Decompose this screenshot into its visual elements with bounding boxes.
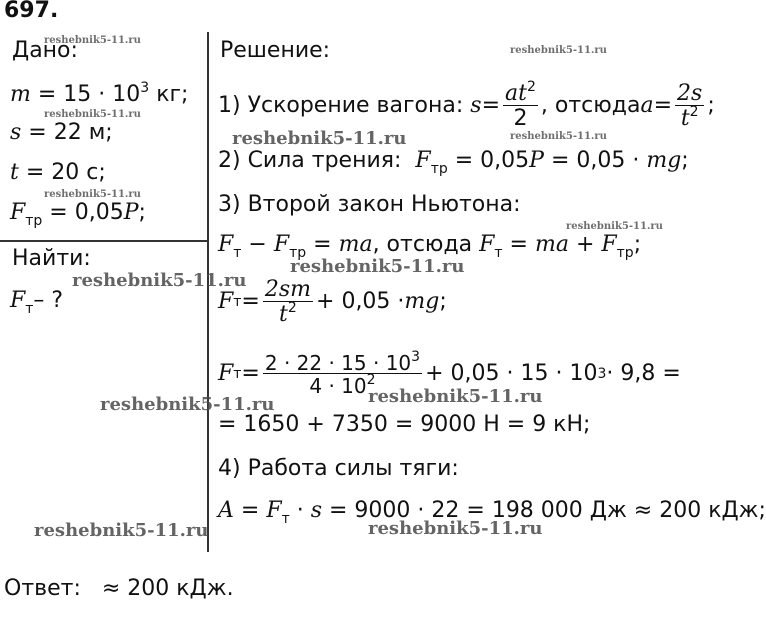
step1-num: at: [505, 80, 527, 106]
answer-label: Ответ:: [4, 576, 81, 601]
watermark: reshebnik5-11.ru: [44, 35, 141, 46]
step2-f: F: [415, 148, 431, 173]
eq3-rest2: · 9,8 =: [606, 361, 681, 386]
eq1-eq2: =: [502, 232, 535, 257]
step1: [218, 78, 715, 134]
step2-p: P: [529, 148, 544, 173]
friction-p: P: [123, 200, 139, 225]
step1-den2-t: t: [680, 105, 690, 131]
given-friction: [10, 200, 146, 229]
watermark: reshebnik5-11.ru: [566, 221, 663, 232]
eq1-plus: +: [568, 232, 602, 257]
step1-den: 2: [503, 105, 538, 130]
distance-value: = 22 м;: [28, 120, 113, 145]
watermark: reshebnik5-11.ru: [290, 256, 465, 277]
given-time: [10, 162, 106, 184]
step1-num-exp: 2: [526, 78, 536, 95]
step1-den2-exp: 2: [689, 103, 699, 120]
eq5-sub: т: [281, 511, 290, 527]
eq1-end: ;: [633, 232, 642, 257]
mass-unit: кг;: [149, 82, 189, 107]
eq5-rest: = 9000 · 22 = 198 000 Дж ≈ 200 кДж;: [322, 498, 766, 523]
friction-subscript: тр: [25, 213, 43, 229]
step2-mg: mg: [646, 148, 682, 173]
eq3-num: 2 · 22 · 15 · 10: [264, 350, 412, 375]
mass-symbol: m: [10, 82, 31, 107]
eq1-sub2: тр: [289, 245, 307, 261]
eq5-s: s: [310, 498, 323, 523]
step3-label: 3) Второй закон Ньютона:: [218, 192, 521, 217]
watermark: reshebnik5-11.ru: [34, 520, 209, 541]
equation-newton: [218, 232, 642, 261]
vertical-divider: [207, 32, 209, 552]
eq3-eq: =: [241, 361, 260, 386]
step1-s: s: [470, 93, 482, 118]
time-symbol: t: [10, 160, 19, 185]
step2-eq2: = 0,05 ·: [543, 148, 647, 173]
horizontal-divider: [0, 240, 208, 242]
eq1-mid: , отсюда: [372, 232, 480, 257]
step1-end: ;: [707, 93, 715, 118]
mass-value: = 15 · 10: [37, 82, 141, 107]
problem-number-value: 697: [4, 0, 50, 23]
step1-eq2: =: [653, 93, 673, 118]
eq1-f2: F: [273, 232, 290, 257]
step1-eq: =: [481, 93, 501, 118]
friction-end: ;: [138, 200, 146, 225]
find-title: Найти:: [12, 246, 91, 271]
watermark: reshebnik5-11.ru: [368, 386, 543, 407]
given-distance: [10, 122, 113, 144]
watermark: reshebnik5-11.ru: [44, 109, 141, 120]
step1-a: a: [640, 93, 654, 118]
friction-symbol: F: [10, 200, 26, 225]
step2-end: ;: [681, 148, 689, 173]
watermark: reshebnik5-11.ru: [510, 131, 607, 142]
eq1-sub4: тр: [616, 245, 634, 261]
eq2-eq: =: [241, 289, 260, 314]
step2-label: 2) Сила трения:: [218, 148, 402, 173]
eq2-den-exp: 2: [287, 299, 297, 316]
answer: [4, 578, 234, 600]
watermark: reshebnik5-11.ru: [368, 518, 543, 539]
step2-eq: = 0,05: [447, 148, 530, 173]
step1-label: 1) Ускорение вагона:: [218, 93, 464, 118]
equation-force-symbolic: F т = $\frac{2sm}{t^2}$ + 0,05 · mg ;: [218, 276, 447, 327]
eq1-sub: т: [233, 245, 242, 261]
eq2-den-t: t: [279, 301, 288, 327]
watermark: reshebnik5-11.ru: [510, 45, 607, 56]
step4-label: 4) Работа силы тяги:: [218, 456, 459, 481]
distance-symbol: s: [10, 120, 22, 145]
eq2-rest: + 0,05 ·: [316, 289, 405, 314]
step1-num2: 2s: [677, 80, 703, 106]
eq3-rest: + 0,05 · 15 · 10: [425, 361, 598, 386]
step2: [218, 148, 689, 177]
answer-value: ≈ 200 кДж.: [101, 576, 234, 601]
eq3-den-exp: 2: [366, 371, 376, 388]
eq1-eq: =: [306, 232, 339, 257]
mass-exponent: 3: [140, 80, 150, 96]
step1-fraction2: [675, 80, 704, 131]
solution-title: Решение:: [220, 38, 331, 63]
eq5-f: F: [266, 498, 282, 523]
watermark: reshebnik5-11.ru: [72, 270, 247, 291]
eq1-sub3: т: [494, 245, 503, 261]
eq2-fraction: [263, 276, 313, 327]
eq1-minus: −: [241, 232, 274, 257]
eq1-f: F: [218, 232, 234, 257]
watermark: reshebnik5-11.ru: [232, 128, 407, 149]
watermark: reshebnik5-11.ru: [44, 189, 141, 200]
step2-sub: тр: [430, 161, 448, 177]
find-f-subscript: т: [25, 301, 34, 317]
eq1-ma: ma: [338, 232, 373, 257]
step1-fraction: [503, 78, 538, 131]
friction-value: = 0,05: [42, 200, 124, 225]
eq3-f: F: [218, 361, 234, 386]
watermark: reshebnik5-11.ru: [100, 394, 275, 415]
find-target: [10, 288, 64, 317]
eq2-end: ;: [439, 289, 447, 314]
given-mass: [10, 80, 189, 107]
eq1-f3: F: [479, 232, 495, 257]
equation-force-numeric: F т = $\frac{2 \cdot 22 \cdot 15 \cdot 10^3}{4 \cdot 10^2}$ + 0,05 · 15 · 10 3 · 9,8 =: [218, 348, 681, 398]
find-question: – ?: [33, 288, 64, 313]
given-title: Дано:: [12, 38, 78, 63]
eq3-num-exp: 3: [411, 348, 421, 365]
find-f-symbol: F: [10, 288, 26, 313]
eq1-f4: F: [601, 232, 617, 257]
eq5-dot: ·: [289, 498, 311, 523]
eq1-ma2: ma: [534, 232, 569, 257]
eq2-f: F: [218, 289, 234, 314]
eq3-den: 4 · 10: [309, 373, 367, 398]
time-value: = 20 с;: [25, 160, 106, 185]
eq2-mg: mg: [404, 289, 440, 314]
eq2-num: 2sm: [264, 276, 312, 302]
eq5-eq: =: [233, 498, 267, 523]
problem-number: [4, 0, 58, 22]
eq5-a: A: [218, 498, 234, 523]
problem-number-period: .: [49, 0, 59, 23]
equation-force-result: = 1650 + 7350 = 9000 Н = 9 кН;: [218, 412, 591, 437]
step1-mid: , отсюда: [540, 93, 641, 118]
